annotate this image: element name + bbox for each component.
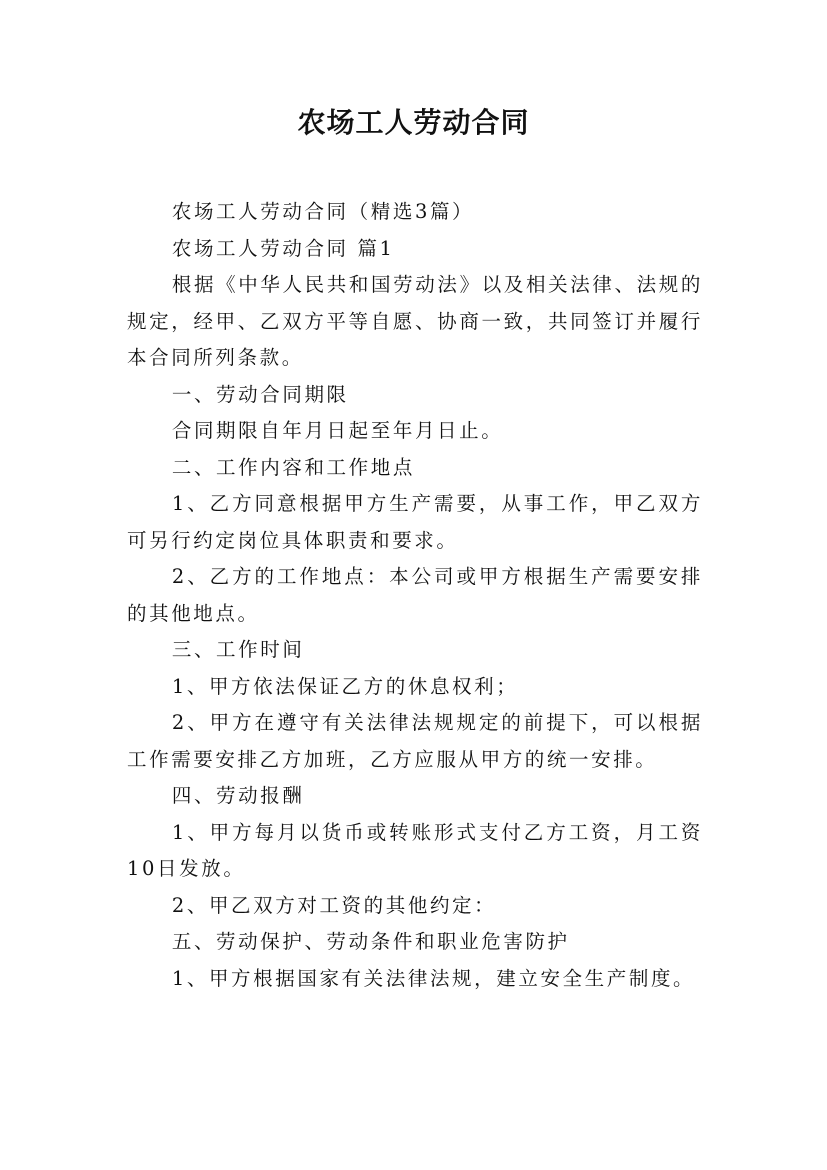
document-title: 农场工人劳动合同 bbox=[297, 106, 530, 139]
section-heading-term: 一、劳动合同期限 bbox=[171, 382, 349, 406]
paragraph-subtitle: 农场工人劳动合同（精选3篇） bbox=[171, 200, 475, 223]
paragraph-preamble: 根据《中华人民共和国劳动法》以及相关法律、法规的规定，经甲、乙双方平等自愿、协商一致，共同签订并履行本合同所列条款。 bbox=[127, 273, 703, 369]
paragraph-pay-1: 1、甲方每月以货币或转账形式支付乙方工资，月工资10日发放。 bbox=[127, 820, 703, 880]
section-heading-hours: 三、工作时间 bbox=[171, 638, 305, 661]
paragraph-protection-1: 1、甲方根据国家有关法律法规，建立安全生产制度。 bbox=[171, 966, 696, 990]
paragraph-part-heading: 农场工人劳动合同 篇1 bbox=[171, 236, 395, 260]
paragraph-hours-1: 1、甲方依法保证乙方的休息权利； bbox=[171, 674, 519, 698]
section-heading-work: 二、工作内容和工作地点 bbox=[171, 455, 415, 479]
paragraph-work-1: 1、乙方同意根据甲方生产需要，从事工作，甲乙双方可另行约定岗位具体职责和要求。 bbox=[127, 492, 703, 552]
paragraph-term: 合同期限自年月日起至年月日止。 bbox=[171, 419, 504, 442]
paragraph-pay-2: 2、甲乙双方对工资的其他约定： bbox=[171, 893, 497, 917]
paragraph-hours-2: 2、甲方在遵守有关法律法规规定的前提下，可以根据工作需要安排乙方加班，乙方应服从甲方的统一安排。 bbox=[127, 711, 703, 771]
document-body bbox=[127, 194, 703, 997]
paragraph-work-2: 2、乙方的工作地点：本公司或甲方根据生产需要安排的其他地点。 bbox=[127, 565, 703, 625]
section-heading-pay: 四、劳动报酬 bbox=[171, 784, 305, 807]
section-heading-protection: 五、劳动保护、劳动条件和职业危害防护 bbox=[171, 930, 570, 953]
